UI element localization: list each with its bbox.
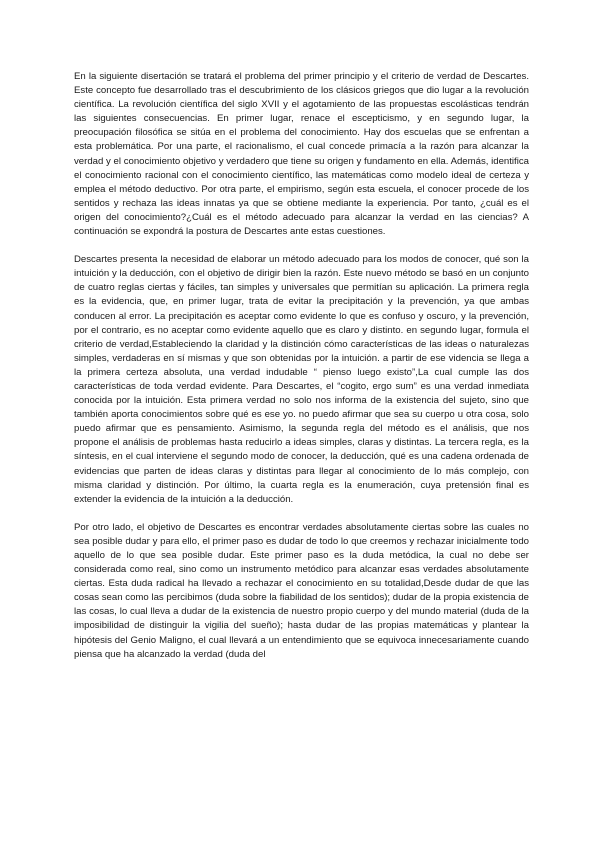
paragraph-method: Descartes presenta la necesidad de elaborar un método adecuado para los modos de conocer, qué son la intuición y la deducción, con el objetivo de dirigir bien la razón. Este nuevo método se basó en un conjunto de cuatro reglas ciertas y fáciles, tan simples y universales que permitían su aplicación. La primera regla es la evidencia, que, en primer lugar, trata de evitar la precipitación y la prevención, ya que ambas conducen al error. La precipitación es aceptar como evidente lo que es confuso y oscuro, y la prevención, por el contrario, es no aceptar como evidente aquello que es claro y distinto. en segundo lugar, formula el criterio de verdad,Estableciendo la claridad y la distinción cómo características de las ideas o naturalezas simples, verdaderas en sí mismas y que son obtenidas por la intuición. a partir de ese videncia se llega a la primera certeza absoluta, una verdad indudable “ pienso luego existo”,La cual cumple las dos características de toda verdad evidente. Para Descartes, el “cogito, ergo sum” es una verdad inmediata conocida por la intuición. Esta primera verdad no solo nos informa de la existencia del sujeto, sino que también aporta conocimientos sobre qué es ese yo. no puedo afirmar que sea su cuerpo u otra cosa, solo puedo afirmar que es pensamiento. Asimismo, la segunda regla del método es el análisis, que nos propone el análisis de problemas hasta reducirlo a ideas simples, claras y distintas. La tercera regla, es la síntesis, en el cual interviene el segundo modo de conocer, la deducción, qué es una cadena ordenada de evidencias que parten de ideas claras y distintas para llegar al conocimiento de lo más complejo, con misma claridad y distinción. Por último, la cuarta regla es la enumeración, cuya pretensión final es extender la evidencia de la intuición a la deducción. [74,254,529,505]
paragraph-introduction: En la siguiente disertación se tratará el problema del primer principio y el criterio de verdad de Descartes. Este concepto fue desarrollado tras el descubrimiento de los clásicos griegos que dio lugar a la revolución científica. La revolución científica del siglo XVII y el agotamiento de las propuestas escolásticas tendrán las siguientes consecuencias. En primer lugar, renace el escepticismo, y en segundo lugar, la preocupación filosófica se sitúa en el problema del conocimiento. Hay dos escuelas que se enfrentan a esta problemática. Por una parte, el racionalismo, el cual concede primacía a la razón para alcanzar la verdad y el conocimiento objetivo y verdadero que tiene su origen y fundamento en ella. Además, identifica el conocimiento racional con el conocimiento científico, las matemáticas como modelo ideal de certeza y emplea el método deductivo. Por otra parte, el empirismo, según esta escuela, el conocer procede de los sentidos y rechaza las ideas innatas ya que se obtiene mediante la experiencia. Por tanto, ¿cuál es el origen del conocimiento?¿Cuál es el método adecuado para alcanzar la verdad en las ciencias? A continuación se expondrá la postura de Descartes ante estas cuestiones. [74,71,529,238]
document-body [74,70,529,676]
paragraph-methodical-doubt: Por otro lado, el objetivo de Descartes es encontrar verdades absolutamente ciertas sobre las cuales no sea posible dudar y para ello, el primer paso es dudar de todo lo que creemos y rechazar inicialmente todo aquello de lo que sea posible dudar. Este primer paso es la duda metódica, la cual no debe ser considerada como real, sino como un instrumento metódico para alcanzar esas verdades absolutamente ciertas. Esta duda radical ha llevado a rechazar el conocimiento en su totalidad,Desde dudar de que las cosas sean como las percibimos (duda sobre la fiabilidad de los sentidos); dudar de la propia existencia de las cosas, lo cual lleva a dudar de la existencia de nuestro propio cuerpo y del mundo material (duda de la imposibilidad de distinguir la vigilia del sueño); hasta dudar de las propias matemáticas y plantear la hipótesis del Genio Maligno, el cual llevará a un entendimiento que se equivoca innecesariamente cuando piensa que ha alcanzado la verdad (duda del [74,521,529,660]
